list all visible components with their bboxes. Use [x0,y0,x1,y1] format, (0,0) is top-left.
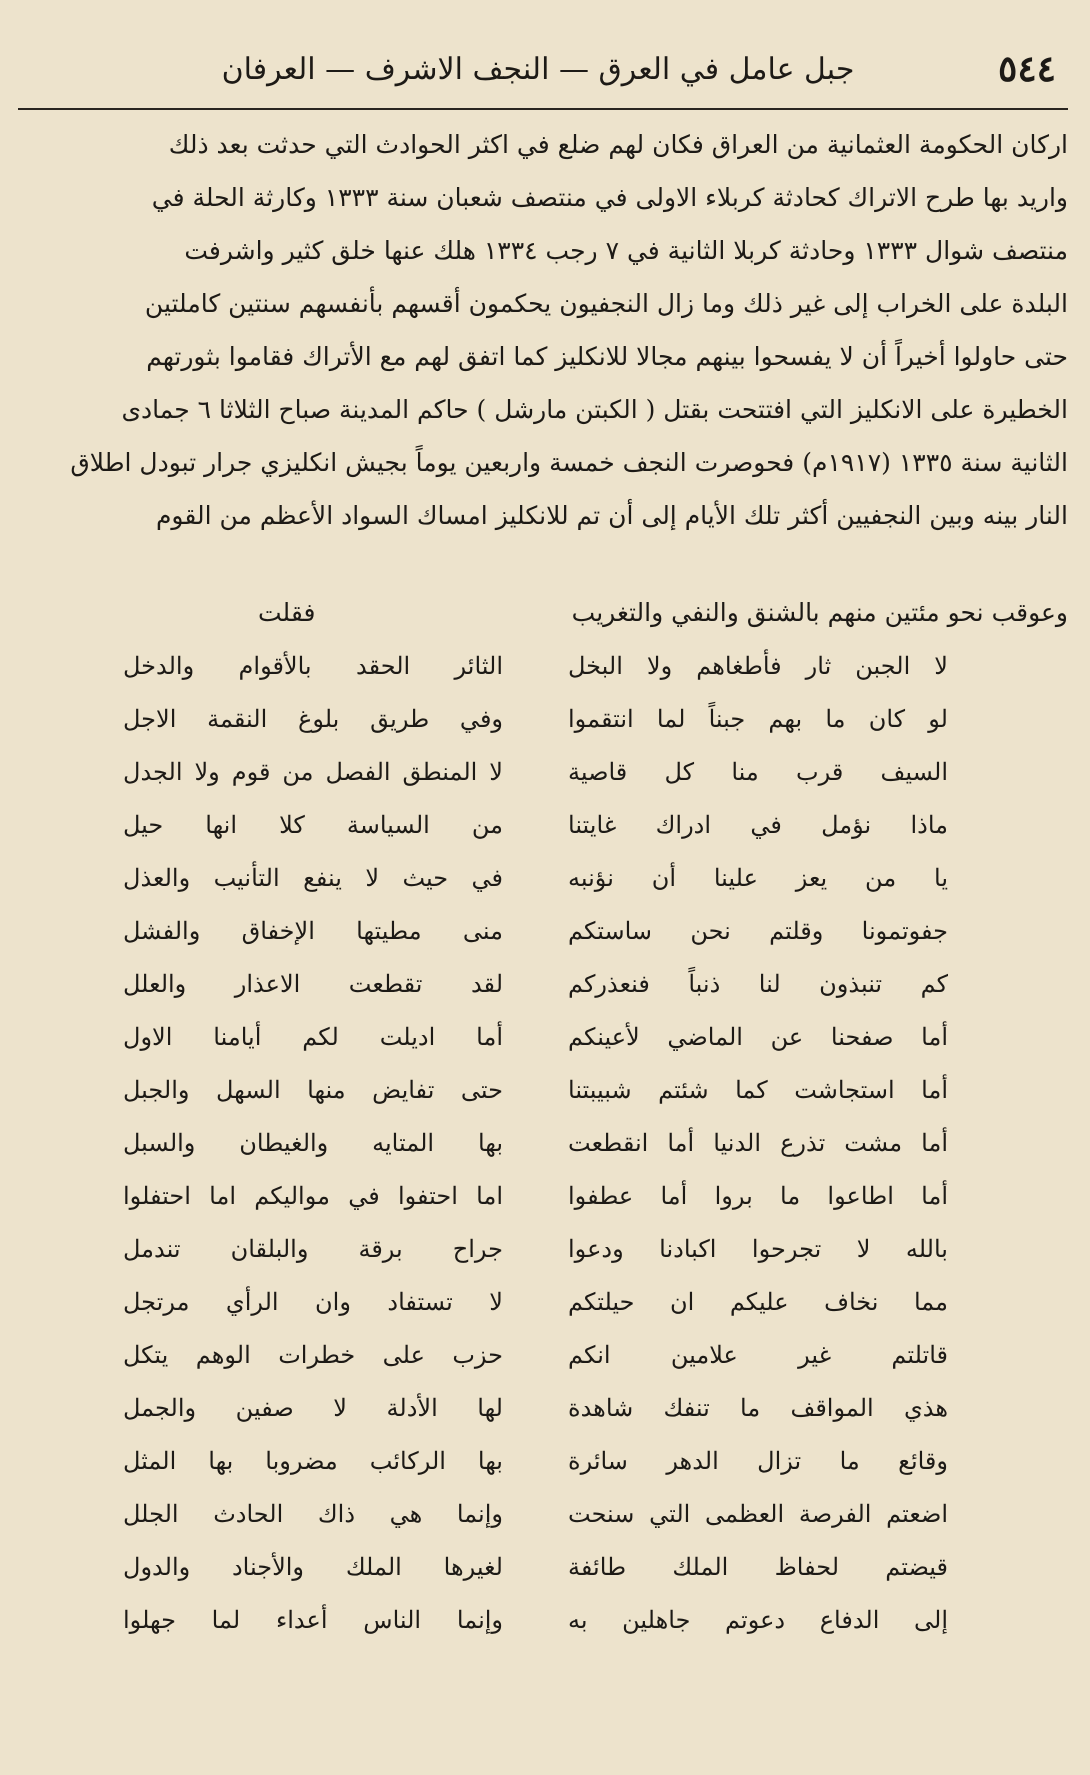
verse-second-hemistich: حزب على خطرات الوهم يتكل [123,1341,503,1369]
verse-second-hemistich: لها الأدلة لا صفين والجمل [123,1394,503,1422]
verse [18,1329,1068,1382]
verse-first-hemistich: قاتلتم غير علامين انكم [568,1341,948,1369]
verse-first-hemistich: أما صفحنا عن الماضي لأعينكم [568,1023,948,1051]
verse [18,1382,1068,1435]
header-rule [18,108,1068,110]
verse-second-hemistich: بها المتايه والغيطان والسبل [123,1129,503,1157]
verse-first-hemistich: وقائع ما تزال الدهر سائرة [568,1447,948,1475]
journal-page [18,14,1068,1759]
verse-first-hemistich: هذي المواقف ما تنفك شاهدة [568,1394,948,1422]
running-title: جبل عامل في العرق — النجف الاشرف — العرفان [221,52,855,87]
page-number: ٥٤٤ [997,48,1056,90]
poem [18,640,1068,1647]
verse-second-hemistich: لقد تقطعت الاعذار والعلل [123,970,503,998]
prose-line: اركان الحكومة العثمانية من العراق فكان لهم ضلع في اكثر الحوادث التي حدثت بعد ذلك [168,130,1068,159]
verse-first-hemistich: السيف قرب منا كل قاصية [568,758,948,786]
prose-paragraph [18,118,1068,542]
prose-line: منتصف شوال ١٣٣٣ وحادثة كربلا الثانية في ٧ رجب ١٣٣٤ هلك عنها خلق كثير واشرفت [184,236,1068,265]
prose-line: الخطيرة على الانكليز التي افتتحت بقتل ( الكبتن مارشل ) حاكم المدينة صباح الثلاثا ٦ جمادى [121,395,1068,424]
verse-second-hemistich: لا تستفاد وان الرأي مرتجل [123,1288,503,1316]
verse-second-hemistich: وفي طريق بلوغ النقمة الاجل [123,705,503,733]
verse-second-hemistich: منى مطيتها الإخفاق والفشل [123,917,503,945]
verse [18,746,1068,799]
page-header [18,34,1068,94]
verse-first-hemistich: أما مشت تذرع الدنيا أما انقطعت [568,1129,948,1157]
verse-second-hemistich: في حيث لا ينفع التأنيب والعذل [123,864,503,892]
verse-first-hemistich: لا الجبن ثار فأطغاهم ولا البخل [568,652,948,680]
verse-second-hemistich: جراح برقة والبلقان تندمل [123,1235,503,1263]
verse [18,905,1068,958]
verse [18,1541,1068,1594]
verse [18,1064,1068,1117]
verse-first-hemistich: جفوتمونا وقلتم نحن ساستكم [568,917,948,945]
verse-first-hemistich: لو كان ما بهم جبناً لما انتقموا [568,705,948,733]
verse-first-hemistich: مما نخاف عليكم ان حيلتكم [568,1288,948,1316]
closing-sentence: وعوقب نحو مئتين منهم بالشنق والنفي والتغريب [571,598,1068,627]
prose-line: حتى حاولوا أخيراً أن لا يفسحوا بينهم مجالا للانكليز كما اتفق لهم مع الأتراك فقاموا بثورتهم [146,342,1068,371]
verse-second-hemistich: من السياسة كلا انها حيل [123,811,503,839]
poem-introduction [18,592,1068,642]
verse-first-hemistich: يا من يعز علينا أن نؤنبه [568,864,948,892]
prose-line: النار بينه وبين النجفيين أكثر تلك الأيام إلى أن تم للانكليز امساك السواد الأعظم من القوم [155,501,1068,530]
verse-first-hemistich: قيضتم لحفاظ الملك طائفة [568,1553,948,1581]
verse [18,852,1068,905]
poem-intro-word: فقلت [258,598,316,627]
verse [18,1435,1068,1488]
verse-first-hemistich: أما اطاعوا ما بروا أما عطفوا [568,1182,948,1210]
prose-line: البلدة على الخراب إلى غير ذلك وما زال النجفيون يحكمون أقسهم بأنفسهم سنتين كاملتين [144,289,1068,318]
prose-line: واريد بها طرح الاتراك كحادثة كربلاء الاولى في منتصف شعبان سنة ١٣٣٣ وكارثة الحلة في [151,183,1068,212]
verse-second-hemistich: وإنما هي ذاك الحادث الجلل [123,1500,503,1528]
verse [18,1170,1068,1223]
verse-first-hemistich: كم تنبذون لنا ذنباً فنعذركم [568,970,948,998]
verse-first-hemistich: اضعتم الفرصة العظمى التي سنحت [568,1500,948,1528]
verse [18,1488,1068,1541]
verse-second-hemistich: اما احتفوا في مواليكم اما احتفلوا [123,1182,503,1210]
verse-second-hemistich: بها الركائب مضروبا بها المثل [123,1447,503,1475]
verse [18,1594,1068,1647]
verse-second-hemistich: وإنما الناس أعداء لما جهلوا [123,1606,503,1634]
verse [18,958,1068,1011]
verse-second-hemistich: الثائر الحقد بالأقوام والدخل [123,652,503,680]
prose-line: الثانية سنة ١٣٣٥ (١٩١٧م) فحوصرت النجف خمسة واربعين يوماً بجيش انكليزي جرار تبودل اطلاق [70,448,1068,477]
verse [18,1011,1068,1064]
verse [18,1117,1068,1170]
verse [18,640,1068,693]
verse [18,1223,1068,1276]
verse-second-hemistich: أما اديلت لكم أيامنا الاول [123,1023,503,1051]
verse-first-hemistich: إلى الدفاع دعوتم جاهلين به [568,1606,948,1634]
verse-second-hemistich: حتى تفايض منها السهل والجبل [123,1076,503,1104]
verse-first-hemistich: بالله لا تجرحوا اكبادنا ودعوا [568,1235,948,1263]
verse [18,799,1068,852]
verse [18,693,1068,746]
verse-first-hemistich: ماذا نؤمل في ادراك غايتنا [568,811,948,839]
verse-second-hemistich: لغيرها الملك والأجناد والدول [123,1553,503,1581]
verse-second-hemistich: لا المنطق الفصل من قوم ولا الجدل [123,758,503,786]
verse-first-hemistich: أما استجاشت كما شئتم شبيبتنا [568,1076,948,1104]
verse [18,1276,1068,1329]
